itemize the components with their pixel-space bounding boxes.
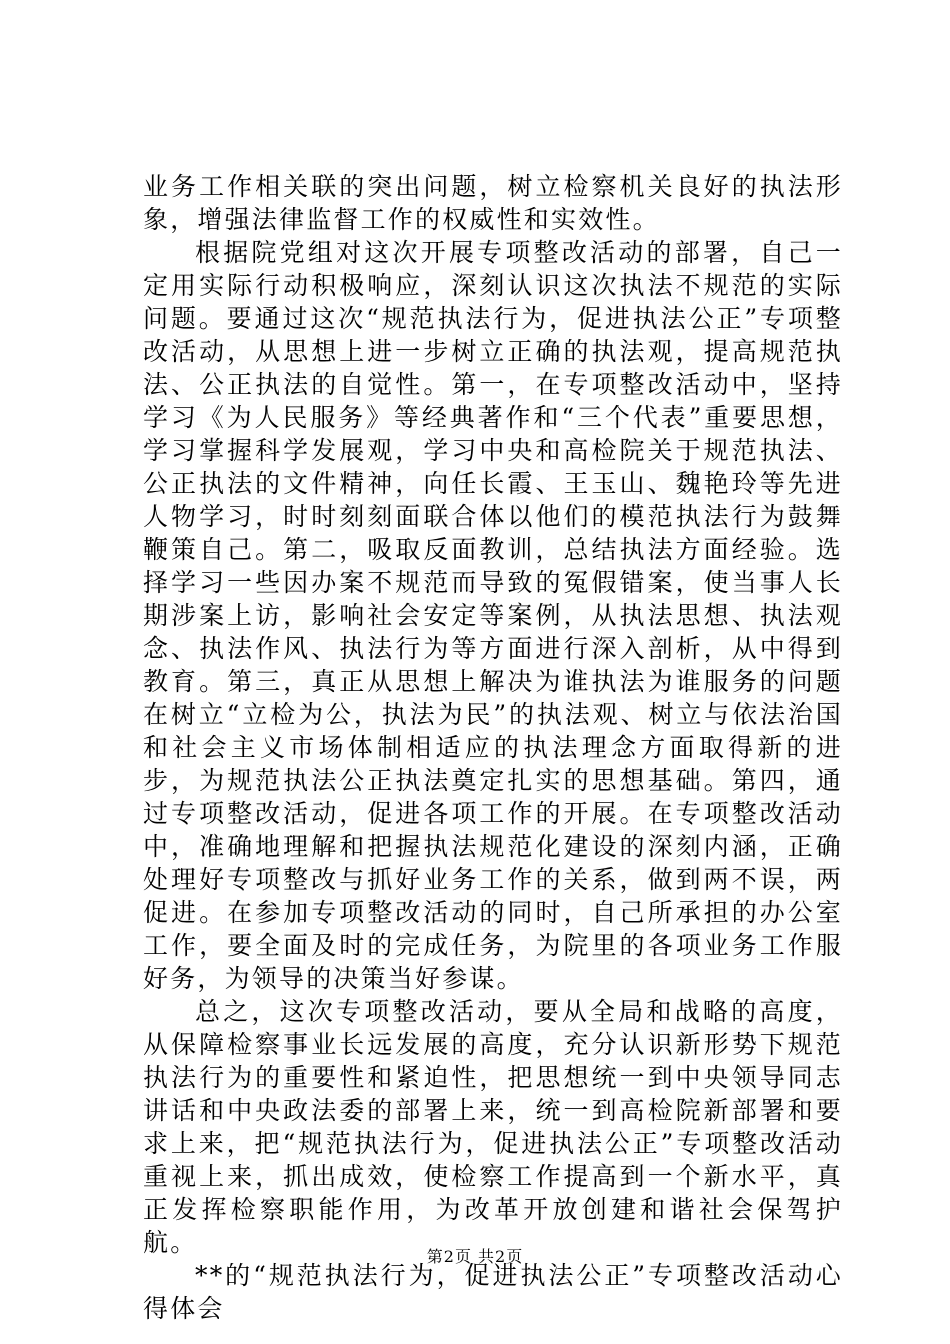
page-footer [0,1244,950,1267]
document-body [143,170,843,1325]
paragraph-measures: 根据院党组对这次开展专项整改活动的部署，自己一定用实际行动积极响应，深刻认识这次执法不规范的实际问题。要通过这次“规范执法行为，促进执法公正”专项整改活动，从思想上进一步树立正确的执法观，提高规范执法、公正执法的自觉性。第一，在专项整改活动中，坚持学习《为人民服务》等经典著作和“三个代表”重要思想，学习掌握科学发展观，学习中央和高检院关于规范执法、公正执法的文件精神，向任长霞、王玉山、魏艳玲等先进人物学习，时时刻刻面联合体以他们的模范执法行为鼓舞鞭策自己。第二，吸取反面教训，总结执法方面经验。选择学习一些因办案不规范而导致的冤假错案，使当事人长期涉案上访，影响社会安定等案例，从执法思想、执法观念、执法作风、执法行为等方面进行深入剖析，从中得到教育。第三，真正从思想上解决为谁执法为谁服务的问题在树立“立检为公，执法为民”的执法观、树立与依法治国和社会主义市场体制相适应的执法理念方面取得新的进步，为规范执法公正执法奠定扎实的思想基础。第四，通过专项整改活动，促进各项工作的开展。在专项整改活动中，准确地理解和把握执法规范化建设的深刻内涵，正确处理好专项整改与抓好业务工作的关系，做到两不误，两促进。在参加专项整改活动的同时，自己所承担的办公室工作，要全面及时的完成任务，为院里的各项业务工作服好务，为领导的决策当好参谋。 [143,238,843,993]
paragraph-title-line: **的“规范执法行为，促进执法公正”专项整改活动心得体会 [143,1261,843,1323]
page-number-label: 第2页 共2页 [426,1247,524,1266]
paragraph-continuation: 业务工作相关联的突出问题，树立检察机关良好的执法形象，增强法律监督工作的权威性和实效性。 [143,172,843,234]
paragraph-summary: 总之，这次专项整改活动，要从全局和战略的高度，从保障检察事业长远发展的高度，充分认识新形势下规范执法行为的重要性和紧迫性，把思想统一到中央领导同志讲话和中央政法委的部署上来，统一到高检院新部署和要求上来，把“规范执法行为，促进执法公正”专项整改活动重视上来，抓出成效，使检察工作提高到一个新水平，真正发挥检察职能作用，为改革开放创建和谐社会保驾护航。 [143,997,843,1257]
